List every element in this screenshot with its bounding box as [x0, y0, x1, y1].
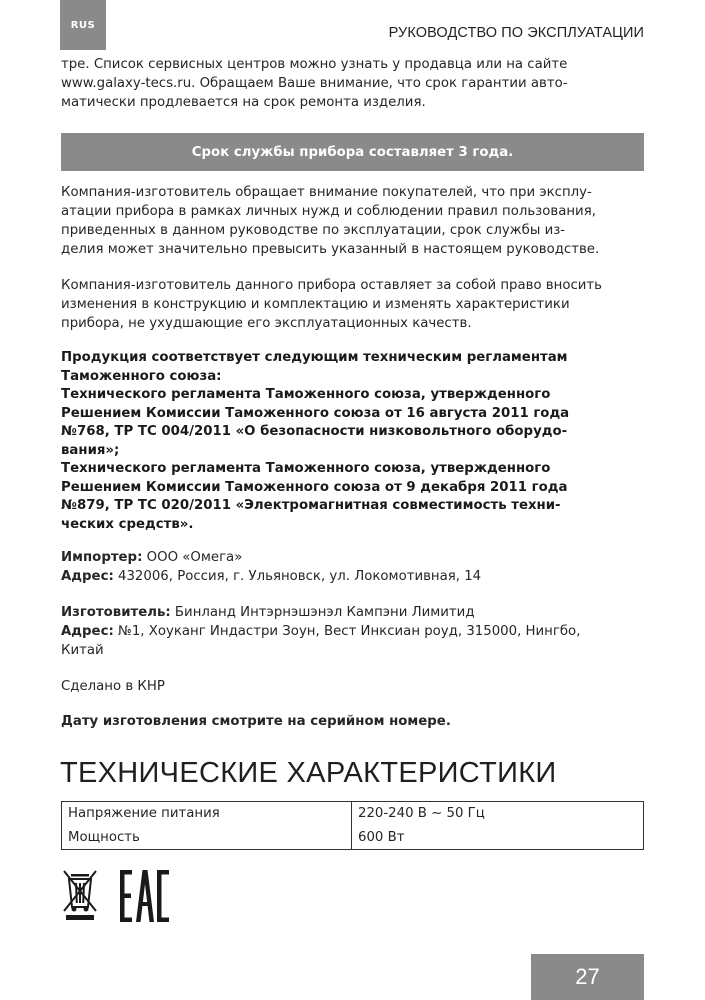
manufacturer-label: Изготовитель: — [61, 605, 171, 620]
regulations-line: Решением Комиссии Таможенного союза от 9 декабря 2011 года — [61, 479, 568, 495]
eac-mark-graphic — [118, 868, 172, 926]
regulations-line: №879, ТР ТС 020/2011 «Электромагнитная совместимость техни- — [61, 498, 561, 513]
table-row — [62, 826, 644, 850]
regulations-line: Технического регламента Таможенного союза, утвержденного — [61, 461, 551, 476]
manufacturer-line — [61, 603, 644, 622]
made-in — [61, 677, 644, 696]
regulations-line: ческих средств». — [61, 516, 194, 532]
paragraph-line: делия может значительно превысить указанный в настоящем руководстве. — [61, 242, 600, 257]
intro-line: www.galaxy-tecs.ru. Обращаем Ваше внимание, что срок гарантии авто- — [61, 76, 568, 91]
eac-mark-icon — [118, 868, 172, 926]
intro-line: тре. Список сервисных центров можно узнать у продавца или на сайте — [61, 57, 568, 72]
regulations-line: №768, ТР ТС 004/2011 «О безопасности низковольтного оборудо- — [61, 424, 568, 439]
importer-label: Импортер: — [61, 550, 143, 565]
specs-table — [61, 801, 644, 850]
manufacturer-address-line-2: Китай — [61, 643, 104, 658]
table-row — [62, 802, 644, 826]
paragraph-line: Компания-изготовитель данного прибора оставляет за собой право вносить — [61, 278, 603, 293]
date-note — [61, 712, 644, 731]
paragraph-line: атации прибора в рамках личных нужд и соблюдении правил пользования, — [61, 204, 596, 219]
manufacturer-info — [61, 603, 644, 660]
language-tab: RUS — [60, 0, 106, 50]
service-life-banner: Срок службы прибора составляет 3 года. — [61, 133, 644, 171]
regulations-line: Таможенного союза: — [61, 368, 222, 384]
intro-line: матически продлевается на срок ремонта изделия. — [61, 95, 426, 110]
importer-address-value: 432006, Россия, г. Ульяновск, ул. Локомотивная, 14 — [113, 569, 482, 584]
paragraph-line: прибора, не ухудшающие его эксплуатационных качеств. — [61, 316, 472, 331]
manufacturer-value: Бинланд Интэрнэшэнэл Кампэни Лимитид — [170, 605, 475, 620]
spec-value: 600 Вт — [358, 829, 405, 845]
spec-key: Мощность — [62, 826, 352, 850]
manufacturer-address-label: Адрес: — [61, 624, 114, 639]
importer-address-label: Адрес: — [61, 569, 114, 584]
manufacturer-address-line — [61, 622, 644, 641]
rights-paragraph — [61, 276, 644, 333]
importer-line — [61, 548, 644, 567]
paragraph-line: Компания-изготовитель обращает внимание покупателей, что при эксплу- — [61, 185, 592, 200]
regulations-paragraph — [61, 349, 644, 534]
page-number: 27 — [531, 954, 644, 1000]
importer-value: ООО «Омега» — [142, 550, 243, 565]
paragraph-line: изменения в конструкцию и комплектацию и изменять характеристики — [61, 297, 570, 312]
date-note-text: Дату изготовления смотрите на серийном номере. — [61, 714, 451, 729]
spec-key: Напряжение питания — [62, 802, 352, 826]
spec-value: 220-240 В ~ 50 Гц — [358, 806, 485, 822]
importer-info — [61, 548, 644, 586]
regulations-line: вания»; — [61, 442, 120, 458]
regulations-line: Решением Комиссии Таможенного союза от 16 августа 2011 года — [61, 405, 570, 421]
intro-paragraph — [61, 55, 644, 112]
specs-title: ТЕХНИЧЕСКИЕ ХАРАКТЕРИСТИКИ — [60, 757, 557, 789]
service-life-paragraph — [61, 183, 644, 259]
header-title: РУКОВОДСТВО ПО ЭКСПЛУАТАЦИИ — [388, 25, 644, 41]
importer-address-line — [61, 567, 644, 586]
regulations-line: Продукция соответствует следующим техническим регламентам — [61, 350, 568, 365]
regulations-line: Технического регламента Таможенного союза, утвержденного — [61, 387, 551, 402]
paragraph-line: приведенных в данном руководстве по эксплуатации, срок службы из- — [61, 223, 566, 238]
made-in-text: Сделано в КНР — [61, 679, 165, 694]
manufacturer-address-value: №1, Хоуканг Индастри Зоун, Вест Инксиан роуд, 315000, Нингбо, — [113, 624, 581, 639]
